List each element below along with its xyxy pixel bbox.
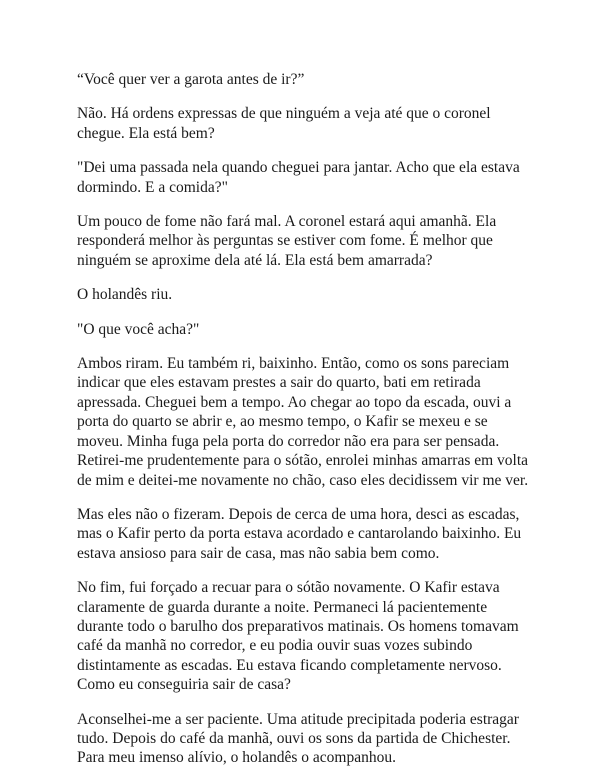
paragraph: Ambos riram. Eu também ri, baixinho. Então, como os sons pareciam indicar que eles estavam prestes a sair do quarto, bati em retirada apressada. Cheguei bem a tempo. Ao chegar ao topo da escada, ouvi a porta do quarto se abrir e, ao mesmo tempo, o Kafir se mexeu e se moveu. Minha fuga pela porta do corredor não era para ser pensada. Retirei-me prudentemente para o sótão, enrolei minhas amarras em volta de mim e deitei-me novamente no chão, caso eles decidissem vir me ver. — [77, 355, 529, 489]
paragraph: O holandês riu. — [77, 286, 173, 304]
paragraph: Um pouco de fome não fará mal. A coronel estará aqui amanhã. Ela responderá melhor às perguntas se estiver com fome. É melhor que ninguém se aproxime dela até lá. Ela está bem amarrada? — [77, 213, 497, 269]
paragraph: Não. Há ordens expressas de que ninguém a veja até que o coronel chegue. Ela está bem? — [77, 105, 491, 142]
document-page — [77, 70, 537, 783]
paragraph: “Você quer ver a garota antes de ir?” — [77, 71, 305, 88]
paragraph: "Dei uma passada nela quando cheguei para jantar. Acho que ela estava dormindo. E a comida?" — [77, 159, 520, 196]
paragraph: Mas eles não o fizeram. Depois de cerca de uma hora, desci as escadas, mas o Kafir perto da porta estava acordado e cantarolando baixinho. Eu estava ansioso para sair de casa, mas não sabia bem como. — [77, 505, 522, 562]
paragraph: No fim, fui forçado a recuar para o sótão novamente. O Kafir estava claramente de guarda durante a noite. Permaneci lá pacientemente durante todo o barulho dos preparativos matinais. Os homens tomavam café da manhã no corredor, e eu podia ouvir suas vozes subindo distintamente as escadas. Eu estava ficando completamente nervoso. Como eu conseguiria sair de casa? — [77, 579, 519, 694]
paragraph: "O que você acha?" — [77, 320, 200, 338]
paragraph: Aconselhei-me a ser paciente. Uma atitude precipitada poderia estragar tudo. Depois do café da manhã, ouvi os sons da partida de Chichester. Para meu imenso alívio, o holandês o acompanhou. — [77, 710, 519, 767]
